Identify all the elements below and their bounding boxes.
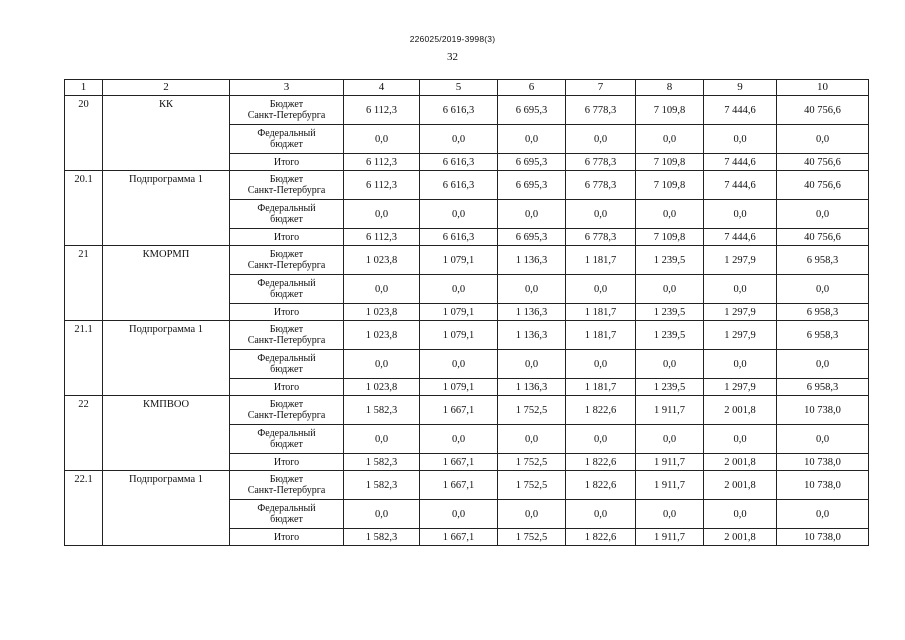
value-cell: 10 738,0 <box>777 454 869 471</box>
value-cell: 1 181,7 <box>566 321 636 350</box>
funding-source-cell: Итого <box>230 154 344 171</box>
value-cell: 6 616,3 <box>420 229 498 246</box>
value-cell: 0,0 <box>704 425 777 454</box>
value-cell: 1 822,6 <box>566 396 636 425</box>
value-cell: 10 738,0 <box>777 471 869 500</box>
value-cell: 0,0 <box>777 500 869 529</box>
value-cell: 1 752,5 <box>498 529 566 546</box>
value-cell: 1 297,9 <box>704 304 777 321</box>
value-cell: 6 616,3 <box>420 171 498 200</box>
funding-source-line: Федеральный <box>257 128 316 139</box>
value-cell: 1 911,7 <box>636 396 704 425</box>
value-cell: 0,0 <box>498 200 566 229</box>
funding-source-line: Федеральный <box>257 428 316 439</box>
value-cell: 0,0 <box>636 275 704 304</box>
value-cell: 1 911,7 <box>636 454 704 471</box>
document-code: 226025/2019-3998(3) <box>409 34 496 44</box>
table-row <box>65 96 869 125</box>
value-cell: 6 778,3 <box>566 171 636 200</box>
column-number-7: 7 <box>566 80 636 96</box>
value-cell: 6 958,3 <box>777 379 869 396</box>
value-cell: 0,0 <box>636 350 704 379</box>
value-cell: 1 667,1 <box>420 471 498 500</box>
value-cell: 1 181,7 <box>566 304 636 321</box>
value-cell: 6 616,3 <box>420 96 498 125</box>
column-number-4: 4 <box>344 80 420 96</box>
column-number-5: 5 <box>420 80 498 96</box>
value-cell: 1 136,3 <box>498 321 566 350</box>
value-cell: 6 958,3 <box>777 246 869 275</box>
value-cell: 1 667,1 <box>420 396 498 425</box>
value-cell: 1 079,1 <box>420 246 498 275</box>
value-cell: 1 297,9 <box>704 379 777 396</box>
value-cell: 0,0 <box>344 350 420 379</box>
column-number-9: 9 <box>704 80 777 96</box>
value-cell: 1 136,3 <box>498 304 566 321</box>
value-cell: 1 297,9 <box>704 321 777 350</box>
value-cell: 1 752,5 <box>498 454 566 471</box>
funding-source-line: бюджет <box>270 364 303 375</box>
value-cell: 1 239,5 <box>636 304 704 321</box>
value-cell: 0,0 <box>566 200 636 229</box>
funding-source-cell: Итого <box>230 529 344 546</box>
column-number-6: 6 <box>498 80 566 96</box>
funding-source-cell: Итого <box>230 379 344 396</box>
funding-source-line: Санкт-Петербурга <box>247 410 326 421</box>
value-cell: 1 181,7 <box>566 246 636 275</box>
budget-table <box>64 79 869 546</box>
value-cell: 1 752,5 <box>498 471 566 500</box>
value-cell: 1 136,3 <box>498 246 566 275</box>
funding-source-line: Федеральный <box>257 353 316 364</box>
value-cell: 40 756,6 <box>777 229 869 246</box>
funding-source-line: бюджет <box>270 139 303 150</box>
value-cell: 6 778,3 <box>566 229 636 246</box>
value-cell: 7 444,6 <box>704 171 777 200</box>
funding-source-line: Санкт-Петербурга <box>247 185 326 196</box>
value-cell: 0,0 <box>777 125 869 154</box>
value-cell: 6 616,3 <box>420 154 498 171</box>
value-cell: 0,0 <box>420 350 498 379</box>
value-cell: 6 778,3 <box>566 154 636 171</box>
funding-source-line: Бюджет <box>269 249 304 260</box>
value-cell: 2 001,8 <box>704 396 777 425</box>
funding-source-cell <box>230 500 344 529</box>
value-cell: 1 822,6 <box>566 471 636 500</box>
value-cell: 7 109,8 <box>636 154 704 171</box>
value-cell: 0,0 <box>344 200 420 229</box>
row-name-cell: Подпрограмма 1 <box>103 471 230 546</box>
value-cell: 0,0 <box>420 125 498 154</box>
value-cell: 0,0 <box>498 425 566 454</box>
value-cell: 0,0 <box>344 500 420 529</box>
value-cell: 0,0 <box>636 125 704 154</box>
value-cell: 0,0 <box>344 425 420 454</box>
value-cell: 1 023,8 <box>344 246 420 275</box>
value-cell: 7 444,6 <box>704 229 777 246</box>
value-cell: 1 911,7 <box>636 529 704 546</box>
funding-source-line: Санкт-Петербурга <box>247 485 326 496</box>
value-cell: 0,0 <box>636 425 704 454</box>
table-row <box>65 396 869 425</box>
funding-source-line: бюджет <box>270 289 303 300</box>
value-cell: 1 136,3 <box>498 379 566 396</box>
value-cell: 0,0 <box>566 275 636 304</box>
funding-source-cell <box>230 200 344 229</box>
value-cell: 6 112,3 <box>344 154 420 171</box>
table-row <box>65 171 869 200</box>
funding-source-cell <box>230 246 344 275</box>
value-cell: 0,0 <box>344 125 420 154</box>
value-cell: 0,0 <box>636 500 704 529</box>
value-cell: 0,0 <box>566 125 636 154</box>
value-cell: 0,0 <box>704 200 777 229</box>
funding-source-line: Санкт-Петербурга <box>247 335 326 346</box>
value-cell: 6 695,3 <box>498 229 566 246</box>
value-cell: 1 667,1 <box>420 529 498 546</box>
column-number-10: 10 <box>777 80 869 96</box>
value-cell: 0,0 <box>636 200 704 229</box>
value-cell: 1 023,8 <box>344 304 420 321</box>
value-cell: 1 239,5 <box>636 321 704 350</box>
row-name-cell: Подпрограмма 1 <box>103 171 230 246</box>
row-id-cell: 21.1 <box>65 321 103 396</box>
value-cell: 1 181,7 <box>566 379 636 396</box>
value-cell: 2 001,8 <box>704 529 777 546</box>
row-name-cell: КМПВОО <box>103 396 230 471</box>
value-cell: 1 911,7 <box>636 471 704 500</box>
funding-source-cell <box>230 321 344 350</box>
value-cell: 1 079,1 <box>420 304 498 321</box>
value-cell: 0,0 <box>420 275 498 304</box>
value-cell: 2 001,8 <box>704 471 777 500</box>
column-number-2: 2 <box>103 80 230 96</box>
value-cell: 1 023,8 <box>344 379 420 396</box>
value-cell: 1 297,9 <box>704 246 777 275</box>
value-cell: 0,0 <box>704 500 777 529</box>
value-cell: 0,0 <box>777 350 869 379</box>
value-cell: 6 778,3 <box>566 96 636 125</box>
value-cell: 1 582,3 <box>344 454 420 471</box>
funding-source-line: Санкт-Петербурга <box>247 260 326 271</box>
value-cell: 0,0 <box>498 500 566 529</box>
funding-source-line: Федеральный <box>257 203 316 214</box>
funding-source-line: Федеральный <box>257 503 316 514</box>
value-cell: 1 822,6 <box>566 529 636 546</box>
value-cell: 0,0 <box>498 125 566 154</box>
value-cell: 1 079,1 <box>420 379 498 396</box>
column-number-3: 3 <box>230 80 344 96</box>
row-id-cell: 20.1 <box>65 171 103 246</box>
value-cell: 0,0 <box>704 275 777 304</box>
funding-source-line: Бюджет <box>269 99 304 110</box>
column-number-8: 8 <box>636 80 704 96</box>
value-cell: 7 444,6 <box>704 154 777 171</box>
funding-source-line: бюджет <box>270 439 303 450</box>
funding-source-line: Бюджет <box>269 324 304 335</box>
table-body <box>65 96 869 546</box>
value-cell: 1 239,5 <box>636 379 704 396</box>
value-cell: 6 112,3 <box>344 229 420 246</box>
value-cell: 0,0 <box>777 200 869 229</box>
value-cell: 6 112,3 <box>344 96 420 125</box>
value-cell: 7 109,8 <box>636 171 704 200</box>
value-cell: 0,0 <box>777 425 869 454</box>
value-cell: 1 582,3 <box>344 396 420 425</box>
value-cell: 6 695,3 <box>498 154 566 171</box>
value-cell: 0,0 <box>566 500 636 529</box>
value-cell: 40 756,6 <box>777 154 869 171</box>
funding-source-cell <box>230 96 344 125</box>
value-cell: 6 958,3 <box>777 321 869 350</box>
value-cell: 1 582,3 <box>344 529 420 546</box>
value-cell: 1 023,8 <box>344 321 420 350</box>
value-cell: 0,0 <box>420 425 498 454</box>
value-cell: 6 695,3 <box>498 171 566 200</box>
value-cell: 6 958,3 <box>777 304 869 321</box>
funding-source-line: Санкт-Петербурга <box>247 110 326 121</box>
value-cell: 1 239,5 <box>636 246 704 275</box>
funding-source-cell: Итого <box>230 304 344 321</box>
funding-source-cell <box>230 425 344 454</box>
row-id-cell: 22 <box>65 396 103 471</box>
table-row <box>65 321 869 350</box>
value-cell: 1 752,5 <box>498 396 566 425</box>
funding-source-cell <box>230 171 344 200</box>
row-id-cell: 21 <box>65 246 103 321</box>
value-cell: 40 756,6 <box>777 171 869 200</box>
page-number: 32 <box>447 51 458 63</box>
value-cell: 1 667,1 <box>420 454 498 471</box>
funding-source-cell <box>230 125 344 154</box>
row-name-cell: КК <box>103 96 230 171</box>
value-cell: 40 756,6 <box>777 96 869 125</box>
value-cell: 0,0 <box>566 425 636 454</box>
table-row <box>65 246 869 275</box>
value-cell: 0,0 <box>344 275 420 304</box>
funding-source-cell <box>230 396 344 425</box>
row-id-cell: 22.1 <box>65 471 103 546</box>
value-cell: 0,0 <box>704 125 777 154</box>
column-number-1: 1 <box>65 80 103 96</box>
value-cell: 10 738,0 <box>777 396 869 425</box>
funding-source-cell <box>230 275 344 304</box>
value-cell: 7 444,6 <box>704 96 777 125</box>
value-cell: 6 112,3 <box>344 171 420 200</box>
value-cell: 0,0 <box>420 500 498 529</box>
row-name-cell: Подпрограмма 1 <box>103 321 230 396</box>
value-cell: 0,0 <box>498 350 566 379</box>
funding-source-line: бюджет <box>270 514 303 525</box>
value-cell: 0,0 <box>420 200 498 229</box>
value-cell: 0,0 <box>566 350 636 379</box>
row-id-cell: 20 <box>65 96 103 171</box>
value-cell: 1 822,6 <box>566 454 636 471</box>
value-cell: 1 079,1 <box>420 321 498 350</box>
table-row <box>65 471 869 500</box>
funding-source-cell <box>230 350 344 379</box>
value-cell: 0,0 <box>704 350 777 379</box>
funding-source-line: Бюджет <box>269 474 304 485</box>
value-cell: 7 109,8 <box>636 96 704 125</box>
value-cell: 0,0 <box>777 275 869 304</box>
row-name-cell: КМОРМП <box>103 246 230 321</box>
value-cell: 0,0 <box>498 275 566 304</box>
funding-source-line: Федеральный <box>257 278 316 289</box>
funding-source-line: Бюджет <box>269 399 304 410</box>
value-cell: 1 582,3 <box>344 471 420 500</box>
funding-source-cell: Итого <box>230 454 344 471</box>
value-cell: 2 001,8 <box>704 454 777 471</box>
value-cell: 10 738,0 <box>777 529 869 546</box>
value-cell: 6 695,3 <box>498 96 566 125</box>
column-number-row <box>65 80 869 96</box>
value-cell: 7 109,8 <box>636 229 704 246</box>
funding-source-line: Бюджет <box>269 174 304 185</box>
funding-source-cell <box>230 471 344 500</box>
funding-source-cell: Итого <box>230 229 344 246</box>
funding-source-line: бюджет <box>270 214 303 225</box>
